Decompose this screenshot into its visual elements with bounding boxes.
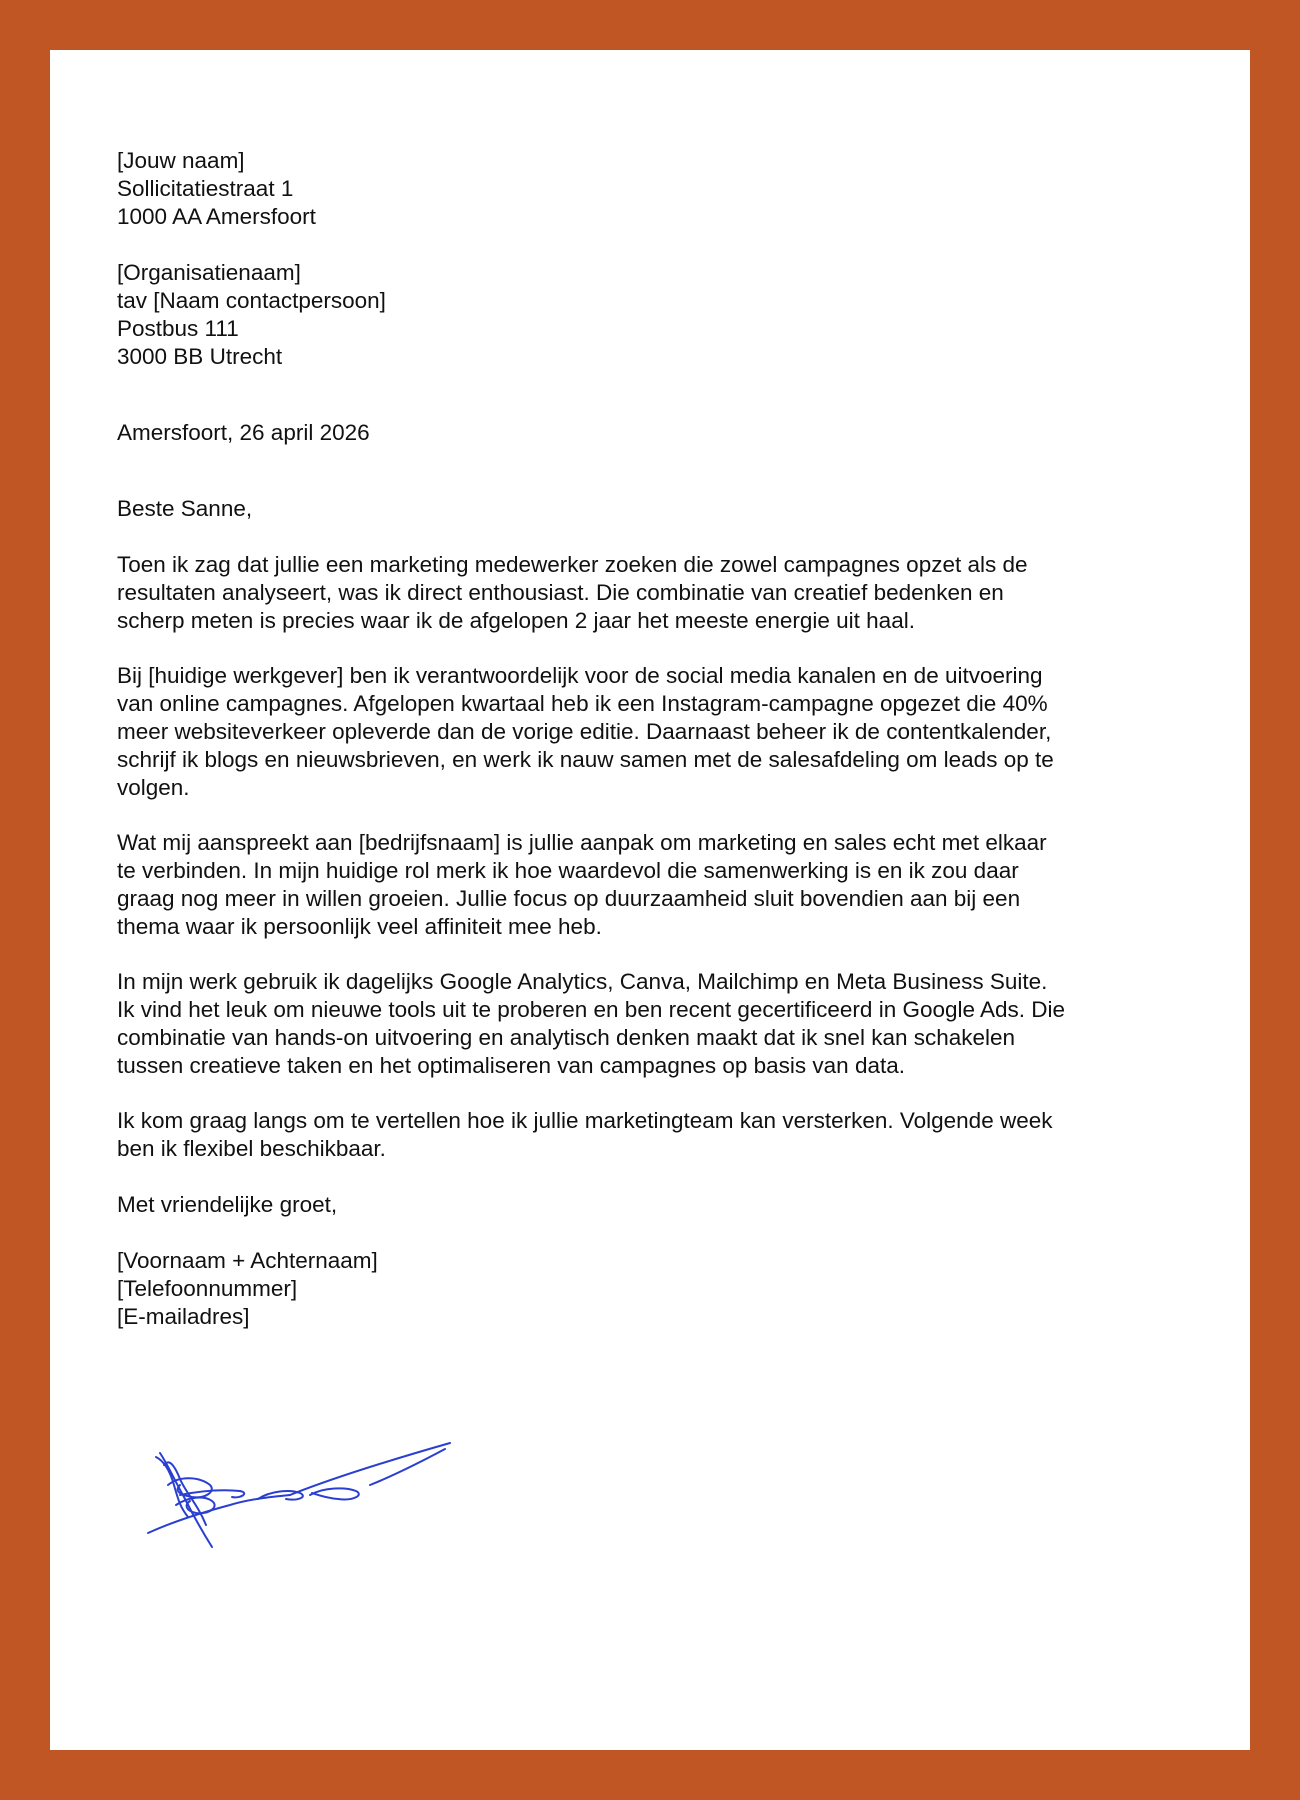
paragraph-line: graag nog meer in willen groeien. Jullie focus op duurzaamheid sluit bovendien aan bij een: [117, 886, 1021, 911]
signoff-email: [E-mailadres]: [117, 1304, 250, 1329]
paragraph-3: [117, 829, 1147, 941]
paragraph-5: [117, 1107, 1147, 1163]
recipient-address: [117, 259, 1147, 371]
paragraph-line: te verbinden. In mijn huidige rol merk ik hoe waardevol die samenwerking is en ik zou daar: [117, 858, 1019, 883]
paragraph-4: [117, 968, 1147, 1080]
paragraph-line: ben ik flexibel beschikbaar.: [117, 1136, 386, 1161]
paragraph-line: meer websiteverkeer opleverde dan de vorige editie. Daarnaast beheer ik de contentkalender,: [117, 719, 1052, 744]
paragraph-line: tussen creatieve taken en het optimaliseren van campagnes op basis van data.: [117, 1053, 905, 1078]
paragraph-line: thema waar ik persoonlijk veel affiniteit mee heb.: [117, 914, 602, 939]
place-date: Amersfoort, 26 april 2026: [117, 420, 370, 445]
paragraph-line: scherp meten is precies waar ik de afgelopen 2 jaar het meeste energie uit haal.: [117, 608, 915, 633]
letter-page: [50, 50, 1250, 1750]
handwritten-signature: [140, 1435, 460, 1560]
recipient-contact: tav [Naam contactpersoon]: [117, 288, 386, 313]
paragraph-line: combinatie van hands-on uitvoering en analytisch denken maakt dat ik snel kan schakelen: [117, 1025, 1016, 1050]
letter-body: [117, 147, 1147, 1331]
salutation: Beste Sanne,: [117, 496, 253, 521]
paragraph-line: resultaten analyseert, was ik direct enthousiast. Die combinatie van creatief bedenken en: [117, 580, 1004, 605]
paragraph-line: In mijn werk gebruik ik dagelijks Google Analytics, Canva, Mailchimp en Meta Business Suite.: [117, 969, 1048, 994]
paragraph-line: Bij [huidige werkgever] ben ik verantwoordelijk voor de social media kanalen en de uitvoering: [117, 663, 1043, 688]
signoff-name: [Voornaam + Achternaam]: [117, 1248, 378, 1273]
signoff-block: [117, 1247, 1147, 1331]
paragraph-1: [117, 551, 1147, 635]
paragraph-line: van online campagnes. Afgelopen kwartaal heb ik een Instagram-campagne opgezet die 40%: [117, 691, 1048, 716]
paragraph-line: Toen ik zag dat jullie een marketing medewerker zoeken die zowel campagnes opzet als de: [117, 552, 1028, 577]
sender-city: 1000 AA Amersfoort: [117, 204, 316, 229]
recipient-city: 3000 BB Utrecht: [117, 344, 283, 369]
closing: Met vriendelijke groet,: [117, 1192, 338, 1217]
recipient-postbox: Postbus 111: [117, 316, 239, 341]
paragraph-line: volgen.: [117, 775, 190, 800]
sender-street: Sollicitatiestraat 1: [117, 176, 294, 201]
paragraph-2: [117, 662, 1147, 802]
paragraph-line: Ik kom graag langs om te vertellen hoe ik jullie marketingteam kan versterken. Volgende week: [117, 1108, 1053, 1133]
paragraph-line: schrijf ik blogs en nieuwsbrieven, en werk ik nauw samen met de salesafdeling om leads op te: [117, 747, 1054, 772]
recipient-organization: [Organisatienaam]: [117, 260, 301, 285]
paragraph-line: Ik vind het leuk om nieuwe tools uit te proberen en ben recent gecertificeerd in Google Ads. Die: [117, 997, 1066, 1022]
signoff-phone: [Telefoonnummer]: [117, 1276, 298, 1301]
sender-name: [Jouw naam]: [117, 148, 245, 173]
paragraph-line: Wat mij aanspreekt aan [bedrijfsnaam] is jullie aanpak om marketing en sales echt met elkaar: [117, 830, 1047, 855]
sender-address: [117, 147, 1147, 231]
